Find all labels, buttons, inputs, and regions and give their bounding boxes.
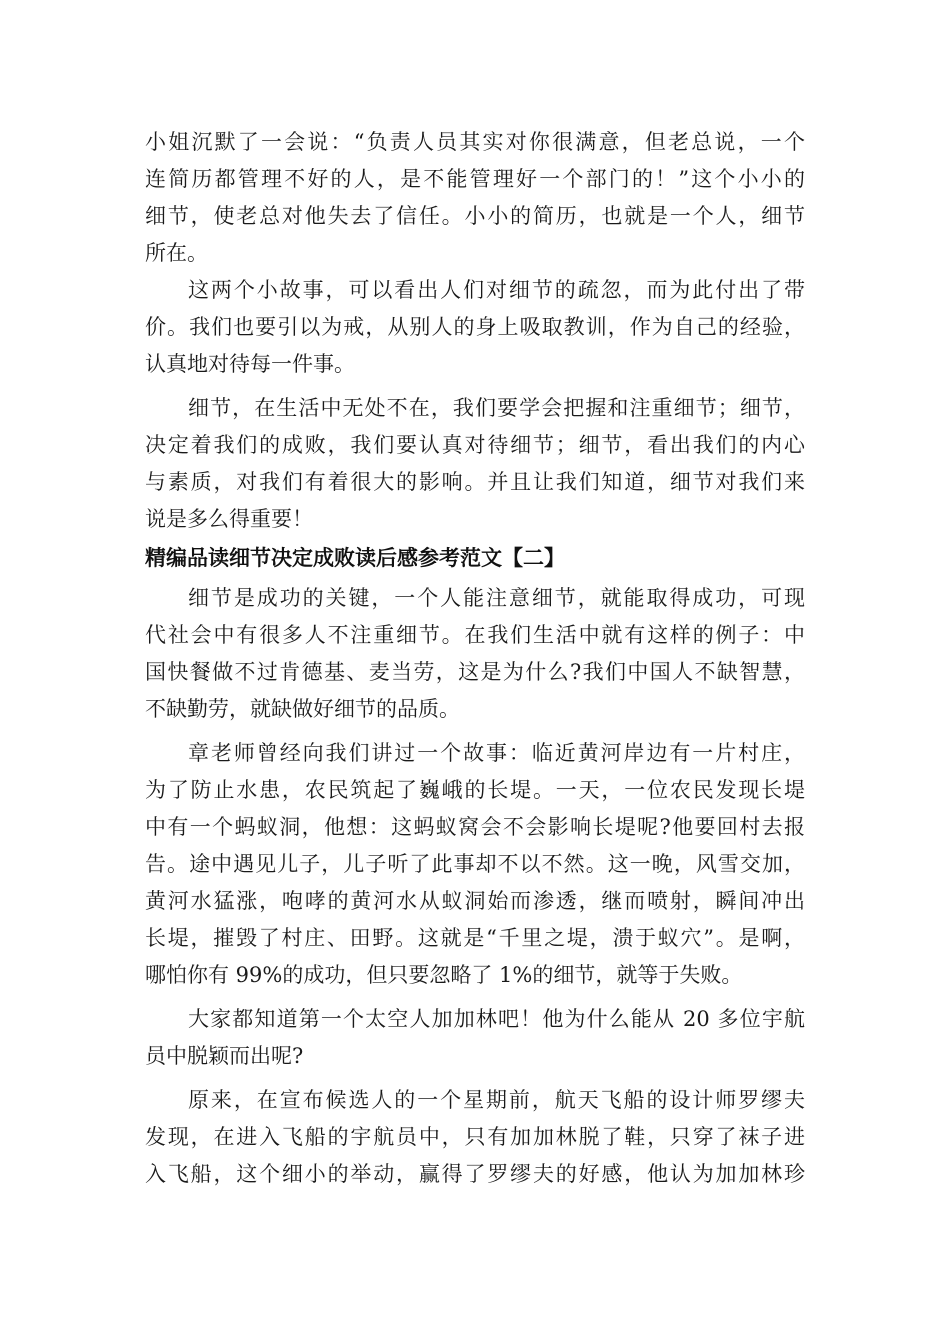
text-line: 决定着我们的成败，我们要认真对待细节；细节，看出我们的内心 bbox=[145, 433, 805, 457]
text-line: 说是多么得重要！ bbox=[145, 507, 313, 531]
text-line: 黄河水猛涨，咆哮的黄河水从蚁洞始而渗透，继而喷射，瞬间冲出 bbox=[145, 889, 805, 913]
section-heading: 精编品读细节决定成败读后感参考范文【二】 bbox=[145, 546, 565, 570]
text-line: 发现，在进入飞船的宇航员中，只有加加林脱了鞋，只穿了袜子进 bbox=[145, 1125, 805, 1149]
paragraph-first-line: 细节是成功的关键，一个人能注意细节，就能取得成功，可现 bbox=[188, 586, 805, 610]
text-line: 所在。 bbox=[145, 241, 208, 265]
text-line: 价。我们也要引以为戒，从别人的身上吸取教训，作为自己的经验， bbox=[145, 315, 805, 339]
text-line: 长堤，摧毁了村庄、田野。这就是“千里之堤，溃于蚁穴”。是啊， bbox=[145, 926, 805, 950]
text-line: 告。途中遇见儿子，儿子听了此事却不以不然。这一晚，风雪交加， bbox=[145, 852, 805, 876]
text-line: 员中脱颖而出呢? bbox=[145, 1044, 304, 1068]
paragraph-first-line: 细节，在生活中无处不在，我们要学会把握和注重细节；细节， bbox=[188, 396, 805, 420]
text-line: 哪怕你有 99%的成功，但只要忽略了 1%的细节，就等于失败。 bbox=[145, 963, 743, 987]
paragraph-first-line: 这两个小故事，可以看出人们对细节的疏忽，而为此付出了带 bbox=[188, 278, 805, 302]
paragraph-first-line: 章老师曾经向我们讲过一个故事：临近黄河岸边有一片村庄， bbox=[188, 741, 805, 765]
text-line: 为了防止水患，农民筑起了巍峨的长堤。一天，一位农民发现长堤 bbox=[145, 778, 805, 802]
text-line: 国快餐做不过肯德基、麦当劳，这是为什么?我们中国人不缺智慧， bbox=[145, 660, 805, 684]
paragraph-first-line: 大家都知道第一个太空人加加林吧！他为什么能从 20 多位宇航 bbox=[188, 1007, 805, 1031]
text-line: 中有一个蚂蚁洞，他想：这蚂蚁窝会不会影响长堤呢?他要回村去报 bbox=[145, 815, 805, 839]
text-line: 不缺勤劳，就缺做好细节的品质。 bbox=[145, 697, 460, 721]
text-line: 小姐沉默了一会说：“负责人员其实对你很满意，但老总说，一个 bbox=[145, 130, 805, 154]
text-line: 代社会中有很多人不注重细节。在我们生活中就有这样的例子：中 bbox=[145, 623, 805, 647]
text-line: 认真地对待每一件事。 bbox=[145, 352, 355, 376]
text-line: 细节，使老总对他失去了信任。小小的简历，也就是一个人，细节 bbox=[145, 204, 805, 228]
text-line: 与素质，对我们有着很大的影响。并且让我们知道，细节对我们来 bbox=[145, 470, 805, 494]
text-line: 入飞船，这个细小的举动，赢得了罗缪夫的好感，他认为加加林珍 bbox=[145, 1162, 805, 1186]
text-line: 连简历都管理不好的人，是不能管理好一个部门的！”这个小小的 bbox=[145, 167, 805, 191]
paragraph-first-line: 原来，在宣布候选人的一个星期前，航天飞船的设计师罗缪夫 bbox=[188, 1088, 805, 1112]
